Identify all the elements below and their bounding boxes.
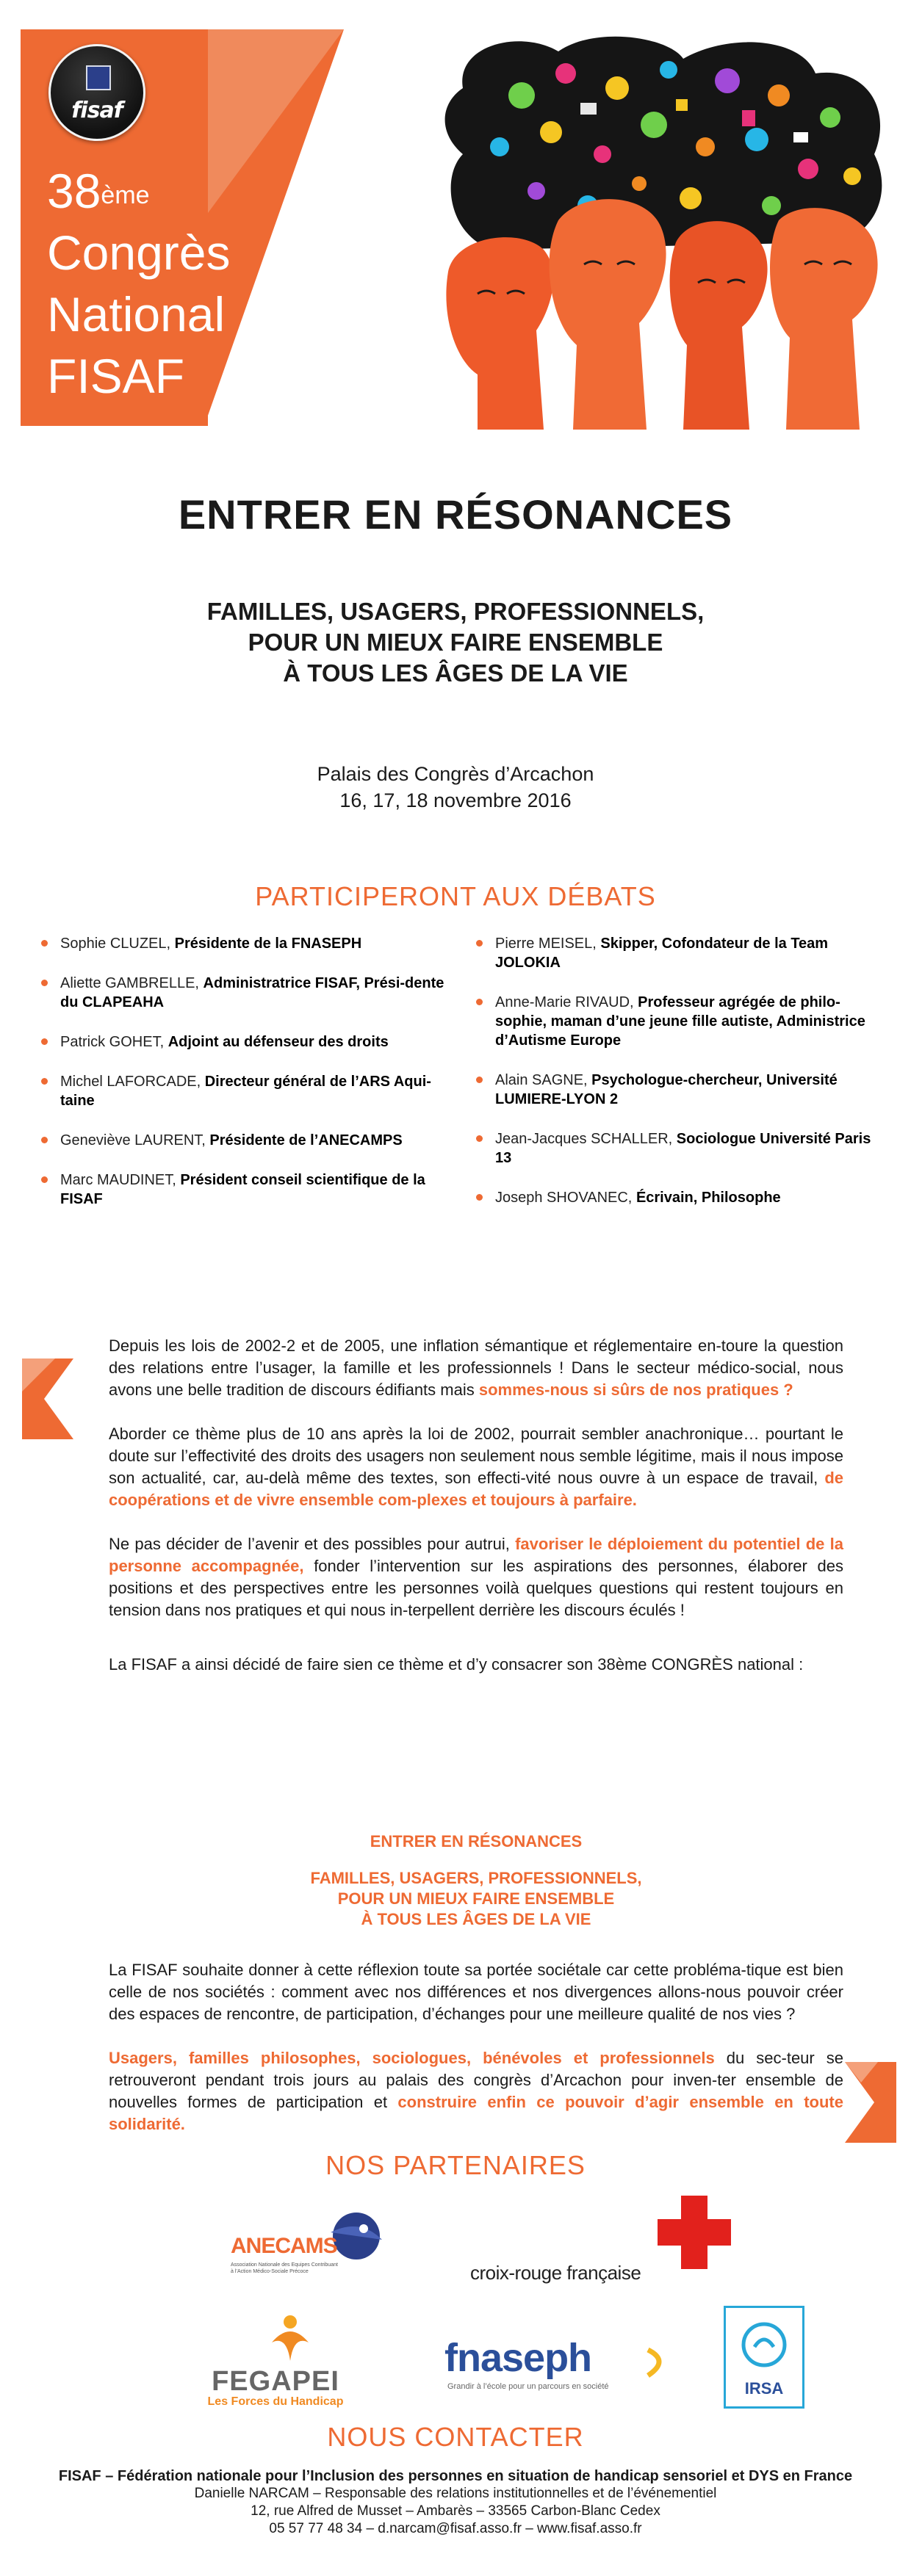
bullet-icon bbox=[41, 1078, 48, 1085]
fisaf-logo bbox=[48, 44, 145, 141]
paragraph bbox=[109, 2047, 843, 2135]
bullet-icon bbox=[41, 980, 48, 986]
speakers-list-right bbox=[476, 934, 882, 1228]
paragraph-text: La FISAF souhaite donner à cette réflexion toute sa portée sociétale car cette probléma-tique est bien celle de nos sociétés : comment avec nos différences et nos divergences allons-nous pouvoir créer des espaces de rencontre, de participation, d’échanges pour une meilleure qualité de nos vies ? bbox=[109, 1961, 843, 2023]
heads-illustration bbox=[433, 29, 893, 430]
highlight-text: Usagers, familles philosophes, sociologues, bénévoles et professionnels bbox=[109, 2049, 715, 2067]
main-title: ENTRER EN RÉSONANCES bbox=[178, 491, 733, 538]
fnaseph-logo bbox=[444, 2335, 687, 2401]
speaker-role: Skipper, Cofondateur de la Team JOLOKIA bbox=[495, 936, 829, 971]
congress-number: 38 bbox=[47, 164, 101, 218]
center-title-block bbox=[109, 1831, 843, 1930]
speaker-item bbox=[476, 993, 882, 1050]
paragraph-text: du sec-teur se retrouveront pendant trois jours au palais des congrès d’Arcachon pour inven-ter ensemble de nouvelles formes de participation et bbox=[109, 2049, 843, 2111]
bullet-icon bbox=[41, 1038, 48, 1045]
speaker-role: Psychologue-chercheur, Université LUMIERE-LYON 2 bbox=[495, 1072, 838, 1107]
body-text bbox=[109, 1335, 843, 1698]
paragraph bbox=[109, 1654, 843, 1676]
venue bbox=[0, 761, 911, 814]
fnaseph-subtitle: Grandir à l’école pour un parcours en société bbox=[447, 2382, 609, 2391]
speaker-name: Aliette GAMBRELLE, bbox=[60, 975, 204, 991]
congress-banner bbox=[21, 29, 344, 426]
speaker-item bbox=[41, 1032, 453, 1052]
irsa-name: IRSA bbox=[744, 2379, 784, 2398]
center-title: ENTRER EN RÉSONANCES bbox=[370, 1832, 583, 1850]
irsa-logo bbox=[724, 2306, 804, 2409]
arrow-decoration-right bbox=[845, 2062, 896, 2143]
paragraph-text: fonder l’intervention sur les aspirations des personnes, élaborer des positions et des perspectives entre les personnes voilà quelques questions qui restent toujours en tension dans nos pratiques et qui nous in-terpellent derrière les discours éculés ! bbox=[109, 1557, 843, 1619]
speaker-item bbox=[41, 1171, 453, 1209]
speaker-item bbox=[41, 934, 453, 953]
contact-person: Danielle NARCAM – Responsable des relations institutionnelles et de l’événementiel bbox=[194, 2486, 717, 2501]
arrow-decoration-left bbox=[22, 1358, 73, 1439]
highlight-text: de coopérations et de vivre ensemble com-plexes et toujours à parfaire. bbox=[109, 1469, 843, 1509]
speaker-item bbox=[41, 974, 453, 1012]
fnaseph-name: fnaseph bbox=[444, 2336, 592, 2380]
subtitle bbox=[0, 596, 911, 689]
anecamps-logo bbox=[220, 2203, 389, 2291]
paragraph-text: Depuis les lois de 2002-2 et de 2005, une inflation sémantique et réglementaire en-toure la question des relations entre l’usager, la famille et les professionnels ! Dans le secteur médico-social, nous avons une belle tradition de discours édifiants mais bbox=[109, 1336, 843, 1399]
croix-rouge-name: croix-rouge française bbox=[470, 2262, 641, 2284]
contact-organization: FISAF – Fédération nationale pour l’Inclusion des personnes en situation de handicap sensoriel et DYS en France bbox=[58, 2468, 853, 2484]
debates-heading: PARTICIPERONT AUX DÉBATS bbox=[255, 881, 656, 911]
speaker-item bbox=[476, 1071, 882, 1109]
bullet-icon bbox=[476, 1077, 483, 1083]
venue-dates: 16, 17, 18 novembre 2016 bbox=[339, 789, 572, 811]
contact-block bbox=[0, 2467, 911, 2538]
bullet-icon bbox=[476, 1194, 483, 1201]
venue-place: Palais des Congrès d’Arcachon bbox=[317, 763, 594, 785]
anecamps-name: ANECAMS bbox=[231, 2234, 337, 2258]
speaker-name: Jean-Jacques SCHALLER, bbox=[495, 1131, 677, 1147]
speaker-item bbox=[476, 1188, 882, 1207]
speaker-role: Présidente de la FNASEPH bbox=[174, 936, 362, 952]
speaker-name: Alain SAGNE, bbox=[495, 1072, 592, 1088]
speaker-role: Administratrice FISAF, Prési-dente du CLAPEAHA bbox=[60, 975, 444, 1010]
speaker-name: Michel LAFORCADE, bbox=[60, 1074, 205, 1090]
logo-square bbox=[86, 65, 111, 90]
contact-phone-mail: 05 57 77 48 34 – d.narcam@fisaf.asso.fr – www.fisaf.asso.fr bbox=[269, 2521, 642, 2536]
speaker-name: Sophie CLUZEL, bbox=[60, 936, 175, 952]
congress-title bbox=[47, 160, 230, 407]
speaker-item bbox=[476, 934, 882, 972]
speaker-name: Geneviève LAURENT, bbox=[60, 1132, 210, 1148]
paragraph bbox=[109, 1423, 843, 1511]
fegapei-name: FEGAPEI bbox=[212, 2366, 339, 2397]
congress-line2: Congrès bbox=[47, 225, 231, 280]
bullet-icon bbox=[476, 1135, 483, 1142]
highlight-text: construire enfin ce pouvoir d’agir ensemble en toute solidarité. bbox=[109, 2093, 843, 2133]
anecamps-subtitle: Association Nationale des Equipes Contribuant à l’Action Médico-Sociale Précoce bbox=[231, 2262, 338, 2274]
speaker-item bbox=[41, 1131, 453, 1150]
bullet-icon bbox=[476, 940, 483, 947]
speakers-list-left bbox=[41, 934, 453, 1229]
center-subtitle-line: FAMILLES, USAGERS, PROFESSIONNELS, bbox=[310, 1869, 642, 1887]
paragraph bbox=[109, 1335, 843, 1401]
bullet-icon bbox=[41, 940, 48, 947]
bullet-icon bbox=[476, 999, 483, 1005]
paragraph bbox=[109, 1533, 843, 1621]
contact-address: 12, rue Alfred de Musset – Ambarès – 33565 Carbon-Blanc Cedex bbox=[251, 2503, 660, 2519]
bullet-icon bbox=[41, 1137, 48, 1143]
croix-rouge-logo bbox=[470, 2196, 735, 2284]
speaker-role: Directeur général de l’ARS Aqui-taine bbox=[60, 1074, 431, 1109]
speaker-role: Présidente de l’ANECAMPS bbox=[209, 1132, 403, 1148]
paragraph bbox=[109, 1959, 843, 2025]
speaker-role: Écrivain, Philosophe bbox=[635, 1190, 781, 1206]
partners-heading: NOS PARTENAIRES bbox=[325, 2150, 586, 2180]
congress-suffix: ème bbox=[101, 181, 150, 209]
speaker-item bbox=[476, 1129, 882, 1168]
contact-heading: NOUS CONTACTER bbox=[327, 2422, 584, 2452]
speaker-name: Joseph SHOVANEC, bbox=[495, 1190, 636, 1206]
center-subtitle-line: À TOUS LES ÂGES DE LA VIE bbox=[361, 1910, 591, 1928]
congress-line4: FISAF bbox=[47, 349, 185, 403]
body-text-2 bbox=[109, 1959, 843, 2135]
highlight-text: sommes-nous si sûrs de nos pratiques ? bbox=[478, 1381, 793, 1399]
speaker-name: Pierre MEISEL, bbox=[495, 936, 601, 952]
speaker-role: Sociologue Université Paris 13 bbox=[495, 1131, 871, 1166]
bullet-icon bbox=[41, 1176, 48, 1183]
paragraph-text: Aborder ce thème plus de 10 ans après la loi de 2002, pourrait sembler anachronique… pourtant le doute sur l’effectivité des droits des usagers non seulement nous semble légitime, mais il nous impose son actualité, car, au-delà même des textes, son effecti-vité nous ouvre à un espace de travail, bbox=[109, 1425, 843, 1487]
speaker-role: Professeur agrégée de philo-sophie, maman d’une jeune fille autiste, Administrice d’Autisme Europe bbox=[495, 994, 865, 1049]
highlight-text: favoriser le déploiement du potentiel de la personne accompagnée, bbox=[109, 1535, 843, 1575]
subtitle-line: À TOUS LES ÂGES DE LA VIE bbox=[283, 659, 628, 687]
subtitle-line: POUR UN MIEUX FAIRE ENSEMBLE bbox=[248, 629, 663, 656]
speaker-name: Anne-Marie RIVAUD, bbox=[495, 994, 638, 1010]
congress-line3: National bbox=[47, 287, 226, 341]
paragraph-text: Ne pas décider de l’avenir et des possibles pour autrui, bbox=[109, 1535, 516, 1553]
logo-wordmark: fisaf bbox=[71, 98, 123, 123]
fegapei-logo bbox=[184, 2313, 367, 2409]
paragraph-text: La FISAF a ainsi décidé de faire sien ce thème et d’y consacrer son 38ème CONGRÈS national : bbox=[109, 1655, 804, 1674]
center-subtitle-line: POUR UN MIEUX FAIRE ENSEMBLE bbox=[337, 1889, 615, 1908]
speaker-role: Président conseil scientifique de la FISAF bbox=[60, 1172, 425, 1207]
speaker-item bbox=[41, 1072, 453, 1110]
subtitle-line: FAMILLES, USAGERS, PROFESSIONNELS, bbox=[206, 598, 705, 625]
red-cross-icon bbox=[658, 2196, 731, 2269]
fegapei-subtitle: Les Forces du Handicap bbox=[207, 2395, 344, 2408]
speaker-name: Patrick GOHET, bbox=[60, 1034, 168, 1050]
speaker-role: Adjoint au défenseur des droits bbox=[168, 1034, 389, 1050]
speaker-name: Marc MAUDINET, bbox=[60, 1172, 181, 1188]
